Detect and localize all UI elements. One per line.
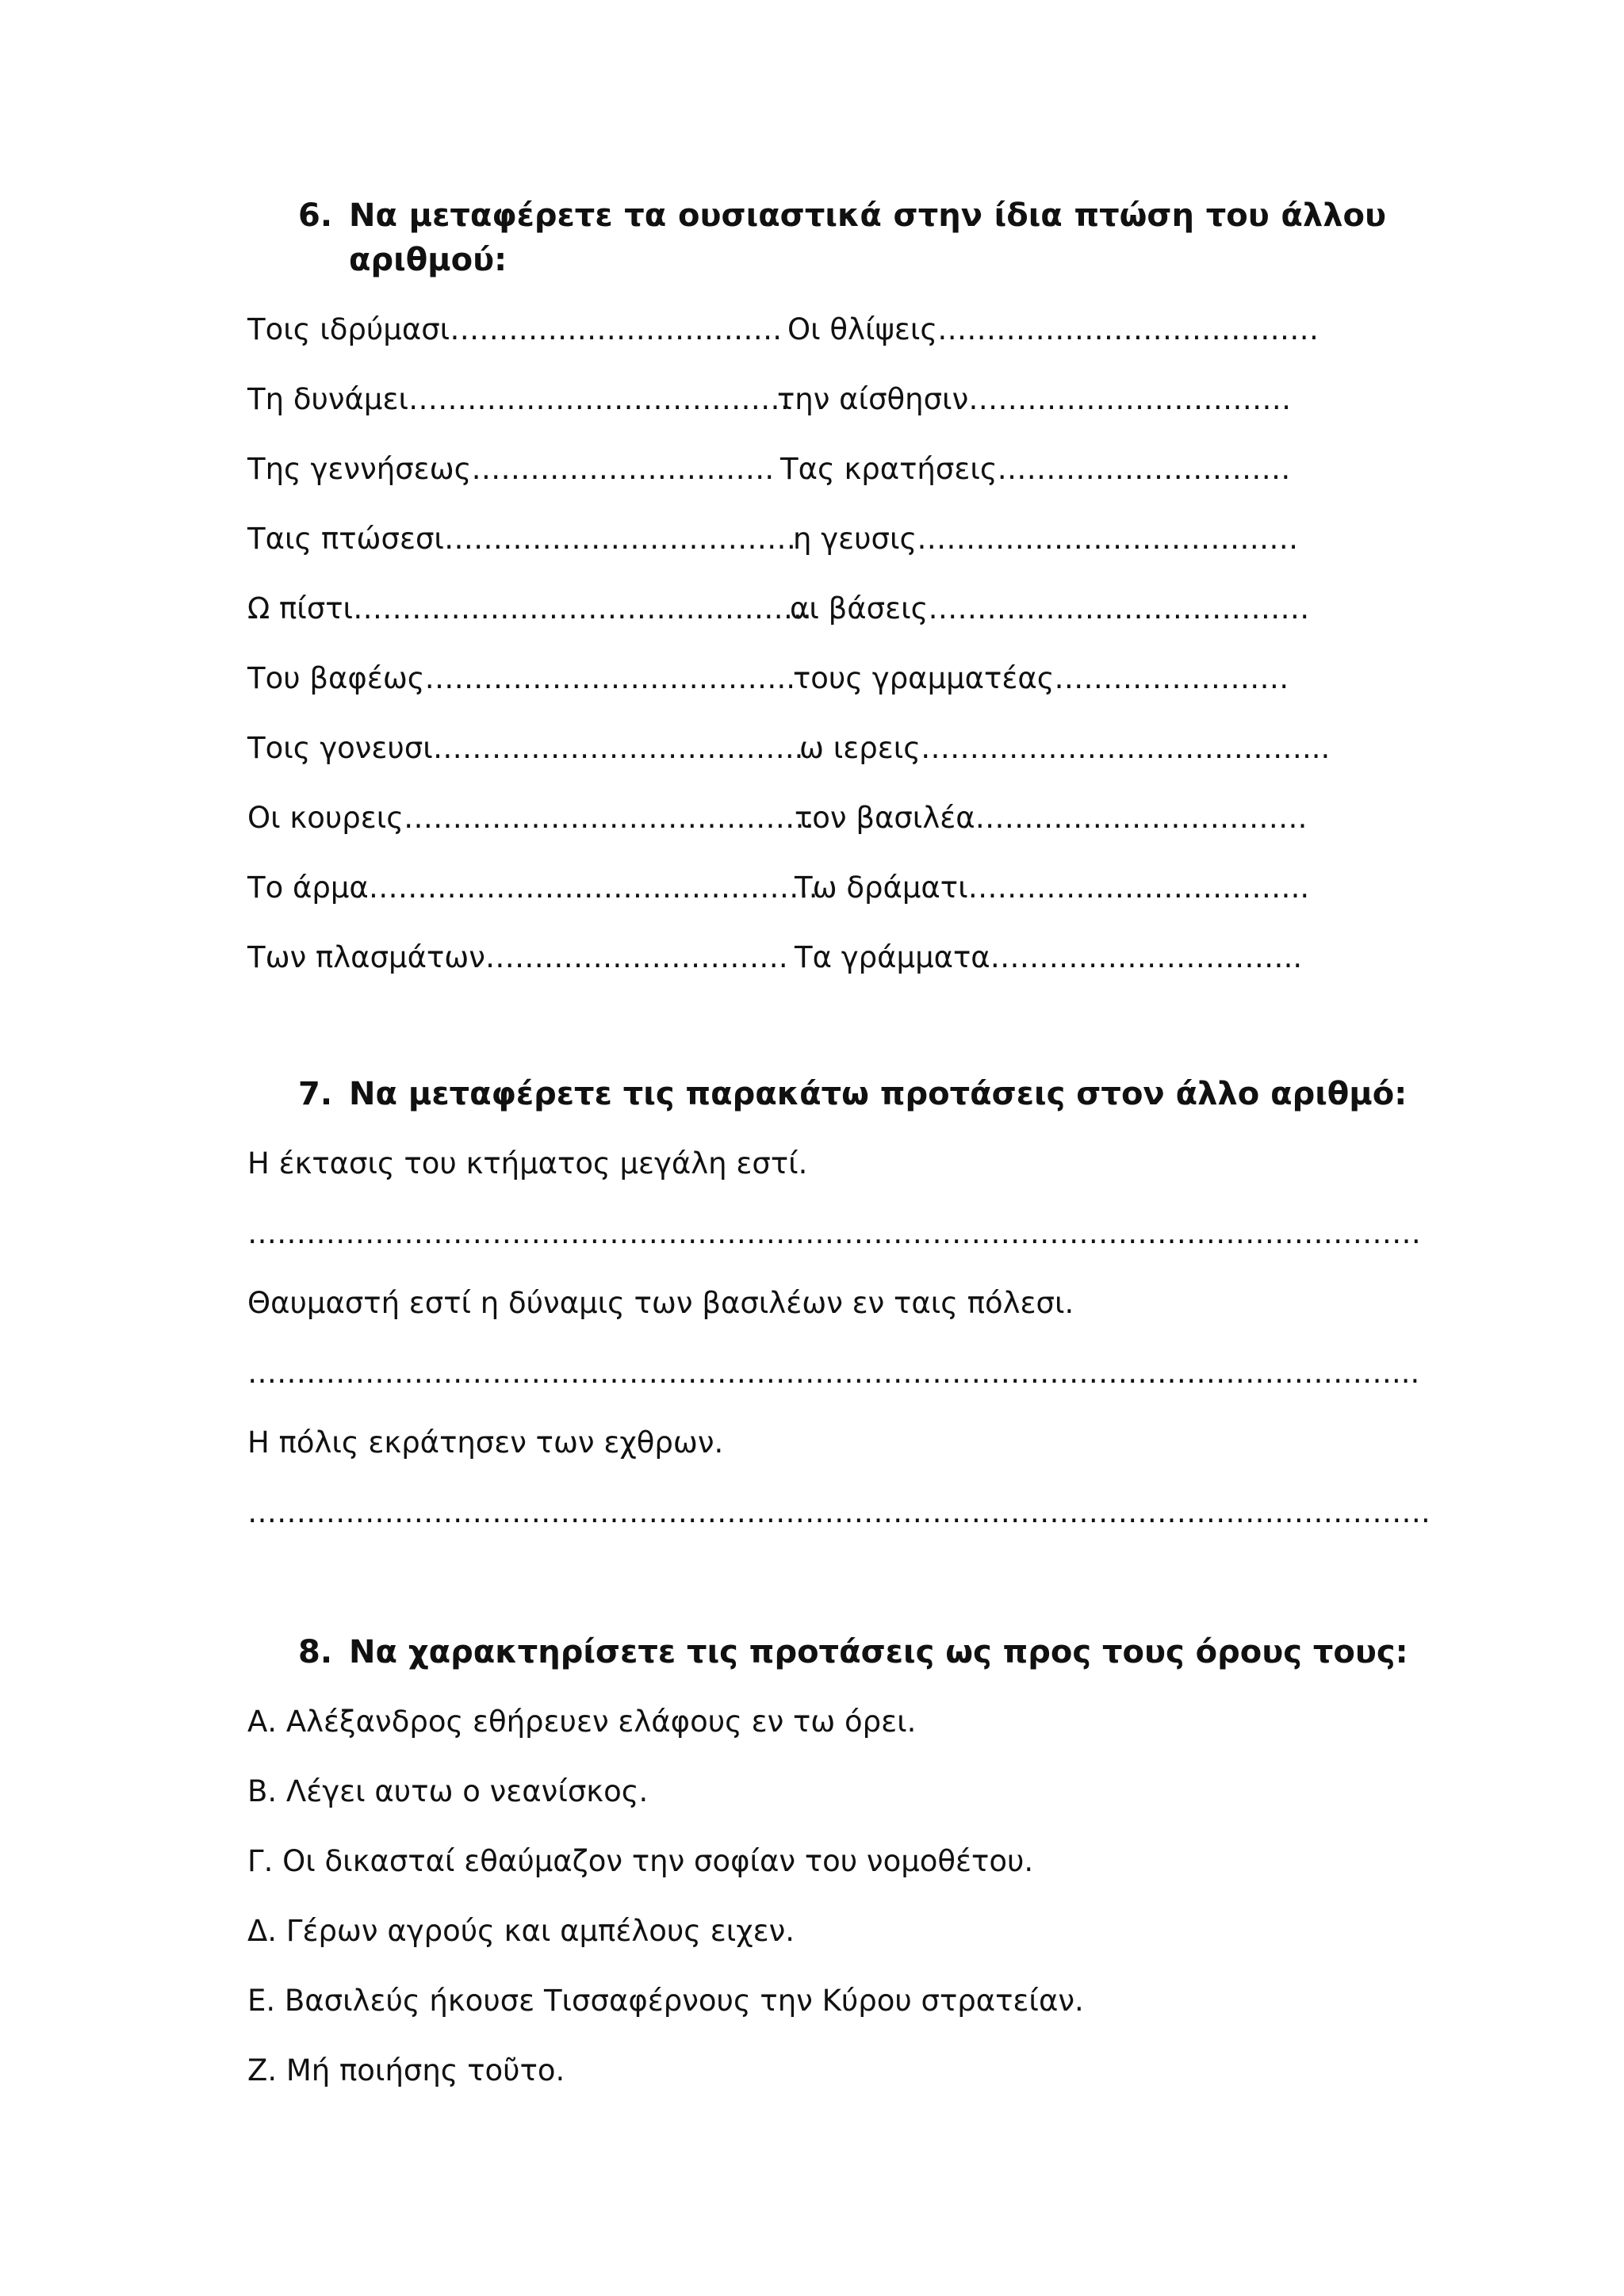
q6-row-2-right: την αίσθησιν…………………………… — [777, 382, 1292, 416]
q6-row-7-left: Τοις γονευσι……………………………….. — [247, 731, 804, 765]
q6-row-8-right: τον βασιλέα……………………………. — [795, 801, 1308, 835]
q6-row-6-right: τους γραμματέας…………………… — [793, 661, 1289, 695]
question-8-number: 8. — [298, 1634, 333, 1670]
question-8-heading — [298, 1630, 1408, 1674]
q6-row-2-left: Τη δυνάμει………………………………… — [247, 382, 790, 416]
q6-row-10-left: Των πλασμάτων…………………………. — [247, 940, 788, 974]
q6-row-4-left: Ταις πτώσεσι……………………………… — [247, 522, 796, 556]
q8-item-d: Δ. Γέρων αγρούς και αμπέλους ειχεν. — [247, 1914, 795, 1948]
q7-sentence-1: Η έκτασις του κτήματος μεγάλη εστί. — [247, 1146, 808, 1181]
q6-row-10-right: Τα γράμματα………………………….. — [795, 940, 1303, 974]
q8-item-a: Α. Αλέξανδρος εθήρευεν ελάφους εν τω όρει. — [247, 1705, 917, 1739]
q6-row-3-left: Της γεννήσεως…………………………. — [247, 452, 775, 486]
q6-row-1-left: Τοις ιδρύμασι……………………………. — [247, 312, 782, 346]
q6-row-9-right: Τω δράματι…………………………….. — [795, 871, 1310, 905]
q6-row-4-right: η γευσις………………………………… — [793, 522, 1299, 556]
q8-item-e: Ε. Βασιλεύς ήκουσε Τισσαφέρνους την Κύρου στρατείαν. — [247, 1984, 1084, 2018]
q7-answer-line-1: ………………………………………………………………………………………………………… — [247, 1216, 1421, 1250]
q8-item-b: Β. Λέγει αυτω ο νεανίσκος. — [247, 1774, 649, 1808]
q7-sentence-3: Η πόλις εκράτησεν των εχθρων. — [247, 1425, 724, 1460]
question-6-heading — [298, 193, 1386, 282]
question-7-number: 7. — [298, 1076, 333, 1112]
q6-row-7-right: ω ιερεις…………………………………... — [799, 731, 1331, 765]
q6-row-9-left: Το άρμα………………………………………. — [247, 871, 818, 905]
question-6-number: 6. — [298, 197, 333, 234]
q6-row-8-left: Οι κουρεις…………………………………… — [247, 801, 814, 835]
question-7-title: Να μεταφέρετε τις παρακάτω προτάσεις στον άλλο αριθμό: — [349, 1076, 1408, 1112]
q7-answer-line-3: …………………………………………………………………………………………………………. — [247, 1495, 1431, 1529]
question-8-title: Να χαρακτηρίσετε τις προτάσεις ως προς τους όρους τους: — [349, 1634, 1408, 1670]
q6-row-1-right: Οι θλίψεις………………………………… — [787, 312, 1320, 346]
question-7-heading — [298, 1072, 1408, 1116]
q7-sentence-2: Θαυμαστή εστί η δύναμις των βασιλέων εν ταις πόλεσι. — [247, 1286, 1074, 1320]
q8-item-f: Ζ. Μή ποιήσης τοῦτο. — [247, 2053, 565, 2087]
q6-row-3-right: Τας κρατήσεις………………………… — [780, 452, 1291, 486]
q7-answer-line-2: ………………………………………………………………………………………………………... — [247, 1356, 1420, 1390]
q8-item-c: Γ. Οι δικασταί εθαύμαζον την σοφίαν του νομοθέτου. — [247, 1844, 1034, 1878]
q6-row-5-right: αι βάσεις………………………………… — [790, 591, 1310, 626]
q6-row-6-left: Του βαφέως……………………………….. — [247, 661, 796, 695]
q6-row-5-left: Ω πίστι……………………………………….. — [247, 591, 812, 626]
question-6-title: Να μεταφέρετε τα ουσιαστικά στην ίδια πτώση του άλλου αριθμού: — [349, 197, 1386, 278]
